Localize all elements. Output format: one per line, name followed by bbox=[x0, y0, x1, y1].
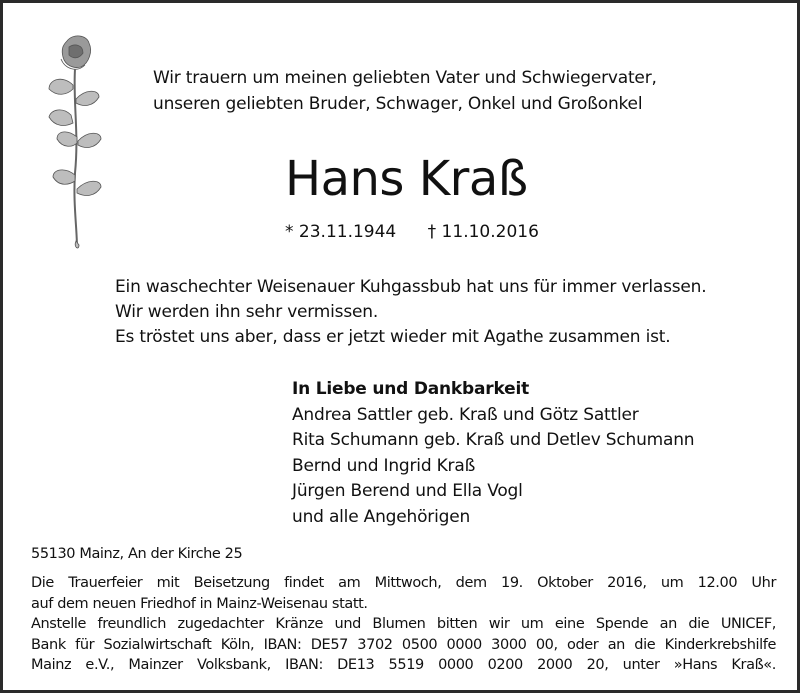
details-line: Die Trauerfeier mit Beisetzung findet am Mittwoch, dem 19. Oktober 2016, um 12.00 Uhr bbox=[31, 575, 776, 591]
family-member: Bernd und Ingrid Kraß bbox=[292, 455, 476, 476]
death-date: † 11.10.2016 bbox=[427, 222, 539, 242]
details-line: Bank für Sozialwirtschaft Köln, IBAN: DE57 3702 0500 0000 3000 00, oder an die Kinderkrebshilfe bbox=[31, 636, 776, 653]
deceased-name: Hans Kraß bbox=[285, 151, 528, 207]
message-line: Es tröstet uns aber, dass er jetzt wieder mit Agathe zusammen ist. bbox=[115, 327, 671, 347]
address: 55130 Mainz, An der Kirche 25 bbox=[31, 546, 243, 562]
message-line: Wir werden ihn sehr vermissen. bbox=[115, 302, 379, 322]
family-member: Jürgen Berend und Ella Vogl bbox=[292, 481, 523, 501]
personal-message bbox=[115, 275, 706, 350]
life-dates bbox=[285, 221, 539, 243]
message-line: Ein waschechter Weisenauer Kuhgassbub hat uns für immer verlassen. bbox=[115, 277, 707, 297]
family-member: Andrea Sattler geb. Kraß und Götz Sattler bbox=[292, 404, 639, 425]
birth-date: * 23.11.1944 bbox=[285, 222, 397, 242]
intro-line: unseren geliebten Bruder, Schwager, Onkel und Großonkel bbox=[153, 94, 643, 114]
funeral-details bbox=[31, 573, 776, 676]
intro-line: Wir trauern um meinen geliebten Vater und Schwiegervater, bbox=[153, 68, 657, 88]
family-member: und alle Angehörigen bbox=[292, 506, 471, 527]
family-heading: In Liebe und Dankbarkeit bbox=[292, 379, 529, 399]
details-line: Mainz e.V., Mainzer Volksbank, IBAN: DE13 5519 0000 0200 2000 20, unter »Hans Kraß«. bbox=[31, 657, 776, 673]
details-line: Anstelle freundlich zugedachter Kränze und Blumen bitten wir um eine Spende an die UNICEF, bbox=[31, 616, 776, 632]
details-line: auf dem neuen Friedhof in Mainz-Weisenau statt. bbox=[31, 595, 368, 612]
family-member: Rita Schumann geb. Kraß und Detlev Schumann bbox=[292, 430, 695, 450]
intro-text bbox=[153, 65, 657, 117]
family-signatures bbox=[292, 377, 694, 530]
rose-icon bbox=[43, 33, 113, 253]
